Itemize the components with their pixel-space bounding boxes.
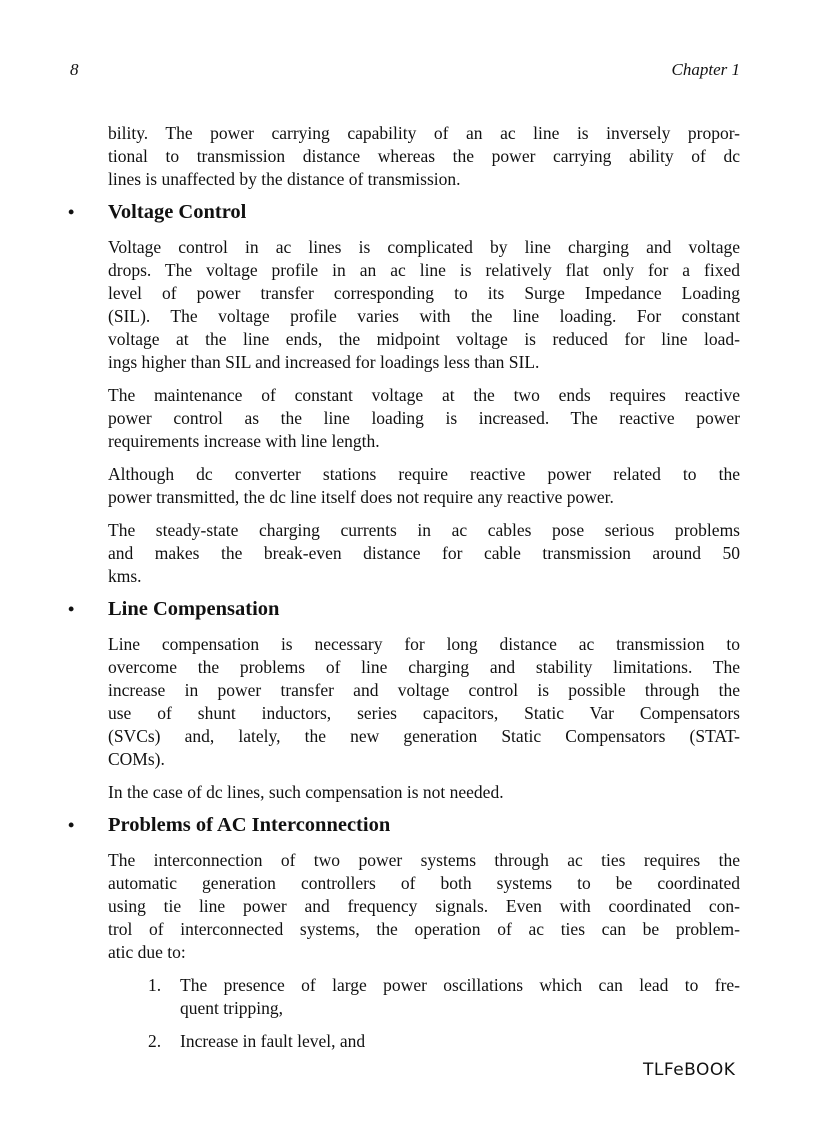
text-line: overcome the problems of line charging and stability limitations. The [108,657,740,677]
page-body [68,122,740,1053]
text-line: and makes the break-even distance for cable transmission around 50 [108,543,740,563]
paragraph [108,849,740,964]
section-heading [68,200,740,224]
bullet-icon: • [68,202,75,222]
text-line: requirements increase with line length. [108,431,380,451]
text-line: tional to transmission distance whereas the power carrying ability of dc [108,146,740,166]
text-line: Although dc converter stations require reactive power related to the [108,464,740,484]
text-line: In the case of dc lines, such compensation is not needed. [108,782,504,802]
paragraph [108,384,740,453]
paragraph [108,122,740,191]
text-line: quent tripping, [180,998,284,1018]
heading-text: Problems of AC Interconnection [108,814,391,836]
text-line: (SVCs) and, lately, the new generation Static Compensators (STAT- [108,726,740,746]
paragraph [108,633,740,771]
text-line: Increase in fault level, and [180,1031,366,1051]
watermark: TLFeBOOK [643,1060,736,1080]
text-line: kms. [108,566,142,586]
text-line: level of power transfer corresponding to its Surge Impedance Loading [108,283,740,303]
text-line: COMs). [108,749,165,769]
text-line: bility. The power carrying capability of an ac line is inversely propor- [108,123,740,143]
paragraph [108,781,740,804]
text-line: use of shunt inductors, series capacitors, Static Var Compensators [108,703,740,723]
bullet-icon: • [68,815,75,835]
heading-text: Line Compensation [108,598,280,620]
text-line: voltage at the line ends, the midpoint voltage is reduced for line load- [108,329,740,349]
bullet-icon: • [68,599,75,619]
section-heading [68,597,740,621]
text-line: increase in power transfer and voltage control is possible through the [108,680,740,700]
page-number: 8 [70,60,79,79]
list-number: 2. [148,1031,162,1051]
text-line: atic due to: [108,942,186,962]
paragraph [108,236,740,374]
heading-text: Voltage Control [108,201,247,223]
text-line: power control as the line loading is increased. The reactive power [108,408,740,428]
section-heading [68,813,740,837]
text-line: lines is unaffected by the distance of transmission. [108,169,461,189]
list-number: 1. [148,975,162,995]
text-line: trol of interconnected systems, the operation of ac ties can be problem- [108,919,740,939]
text-line: power transmitted, the dc line itself does not require any reactive power. [108,487,614,507]
list-item [108,1030,740,1053]
text-line: The steady-state charging currents in ac cables pose serious problems [108,520,740,540]
text-line: The interconnection of two power systems through ac ties requires the [108,850,740,870]
text-line: The maintenance of constant voltage at the two ends requires reactive [108,385,740,405]
text-line: automatic generation controllers of both systems to be coordinated [108,873,740,893]
text-line: ings higher than SIL and increased for loadings less than SIL. [108,352,540,372]
text-line: (SIL). The voltage profile varies with the line loading. For constant [108,306,740,326]
text-line: The presence of large power oscillations which can lead to fre- [180,975,740,995]
text-line: using tie line power and frequency signals. Even with coordinated con- [108,896,740,916]
numbered-list [108,974,740,1053]
text-line: drops. The voltage profile in an ac line is relatively flat only for a fixed [108,260,740,280]
chapter-title: Chapter 1 [671,60,740,79]
paragraph [108,463,740,509]
text-line: Line compensation is necessary for long distance ac transmission to [108,634,740,654]
list-item [108,974,740,1020]
paragraph [108,519,740,588]
text-line: Voltage control in ac lines is complicated by line charging and voltage [108,237,740,257]
